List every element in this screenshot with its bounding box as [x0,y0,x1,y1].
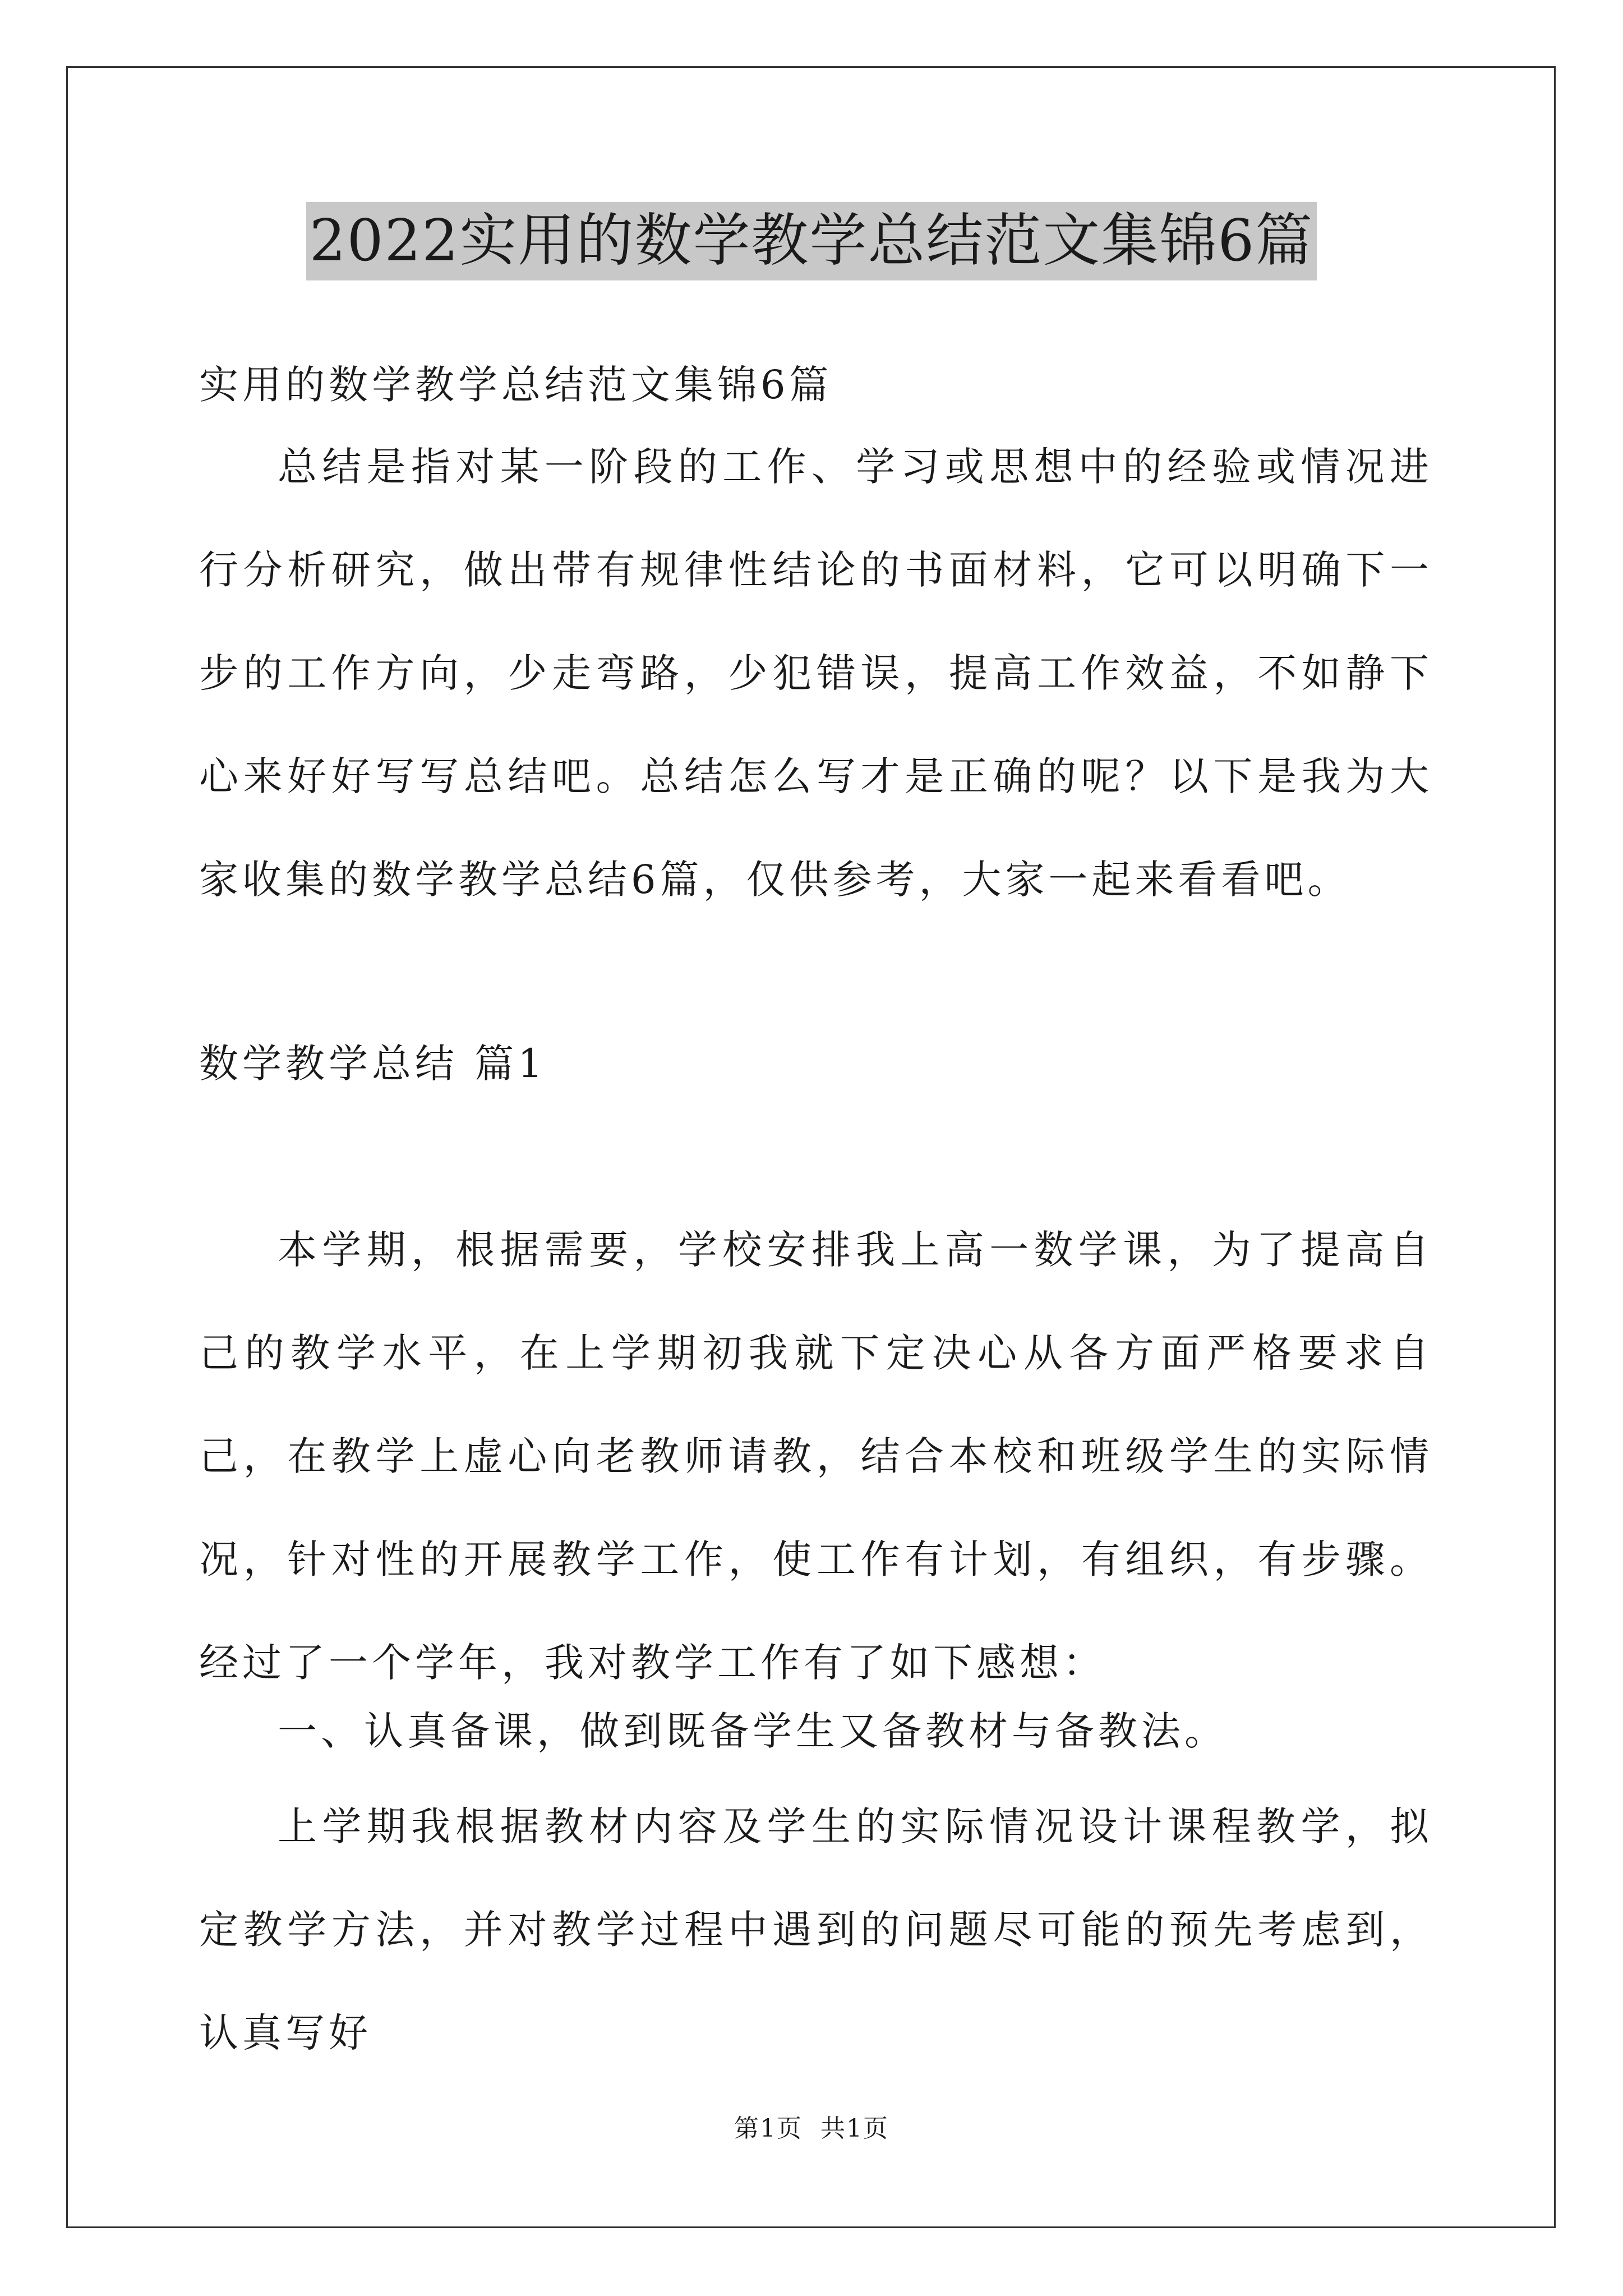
section-heading: 数学教学总结 篇1 [199,1041,547,1087]
title-container [0,202,1623,280]
page-footer: 第1页 共1页 [734,2114,889,2143]
document-subtitle: 实用的数学教学总结范文集锦6篇 [199,362,833,408]
section-paragraph-2: 上学期我根据教材内容及学生的实际情况设计课程教学，拟定教学方法，并对教学过程中遇到的问题尽可能的预先考虑到，认真写好 [199,1803,1433,2056]
point-heading-1: 一、认真备课，做到既备学生又备教材与备教法。 [278,1708,1228,1754]
document-title: 2022实用的数学教学总结范文集锦6篇 [306,202,1317,280]
section-paragraph-1: 本学期，根据需要，学校安排我上高一数学课，为了提高自己的教学水平，在上学期初我就下定决心从各方面严格要求自己，在教学上虚心向老教师请教，结合本校和班级学生的实际情况，针对性的开展教学工作，使工作有计划，有组织，有步骤。经过了一个学年，我对教学工作有了如下感想： [199,1227,1433,1686]
intro-paragraph: 总结是指对某一阶段的工作、学习或思想中的经验或情况进行分析研究，做出带有规律性结论的书面材料，它可以明确下一步的工作方向，少走弯路，少犯错误，提高工作效益，不如静下心来好好写写总结吧。总结怎么写才是正确的呢？以下是我为大家收集的数学教学总结6篇，仅供参考，大家一起来看看吧。 [199,444,1433,903]
